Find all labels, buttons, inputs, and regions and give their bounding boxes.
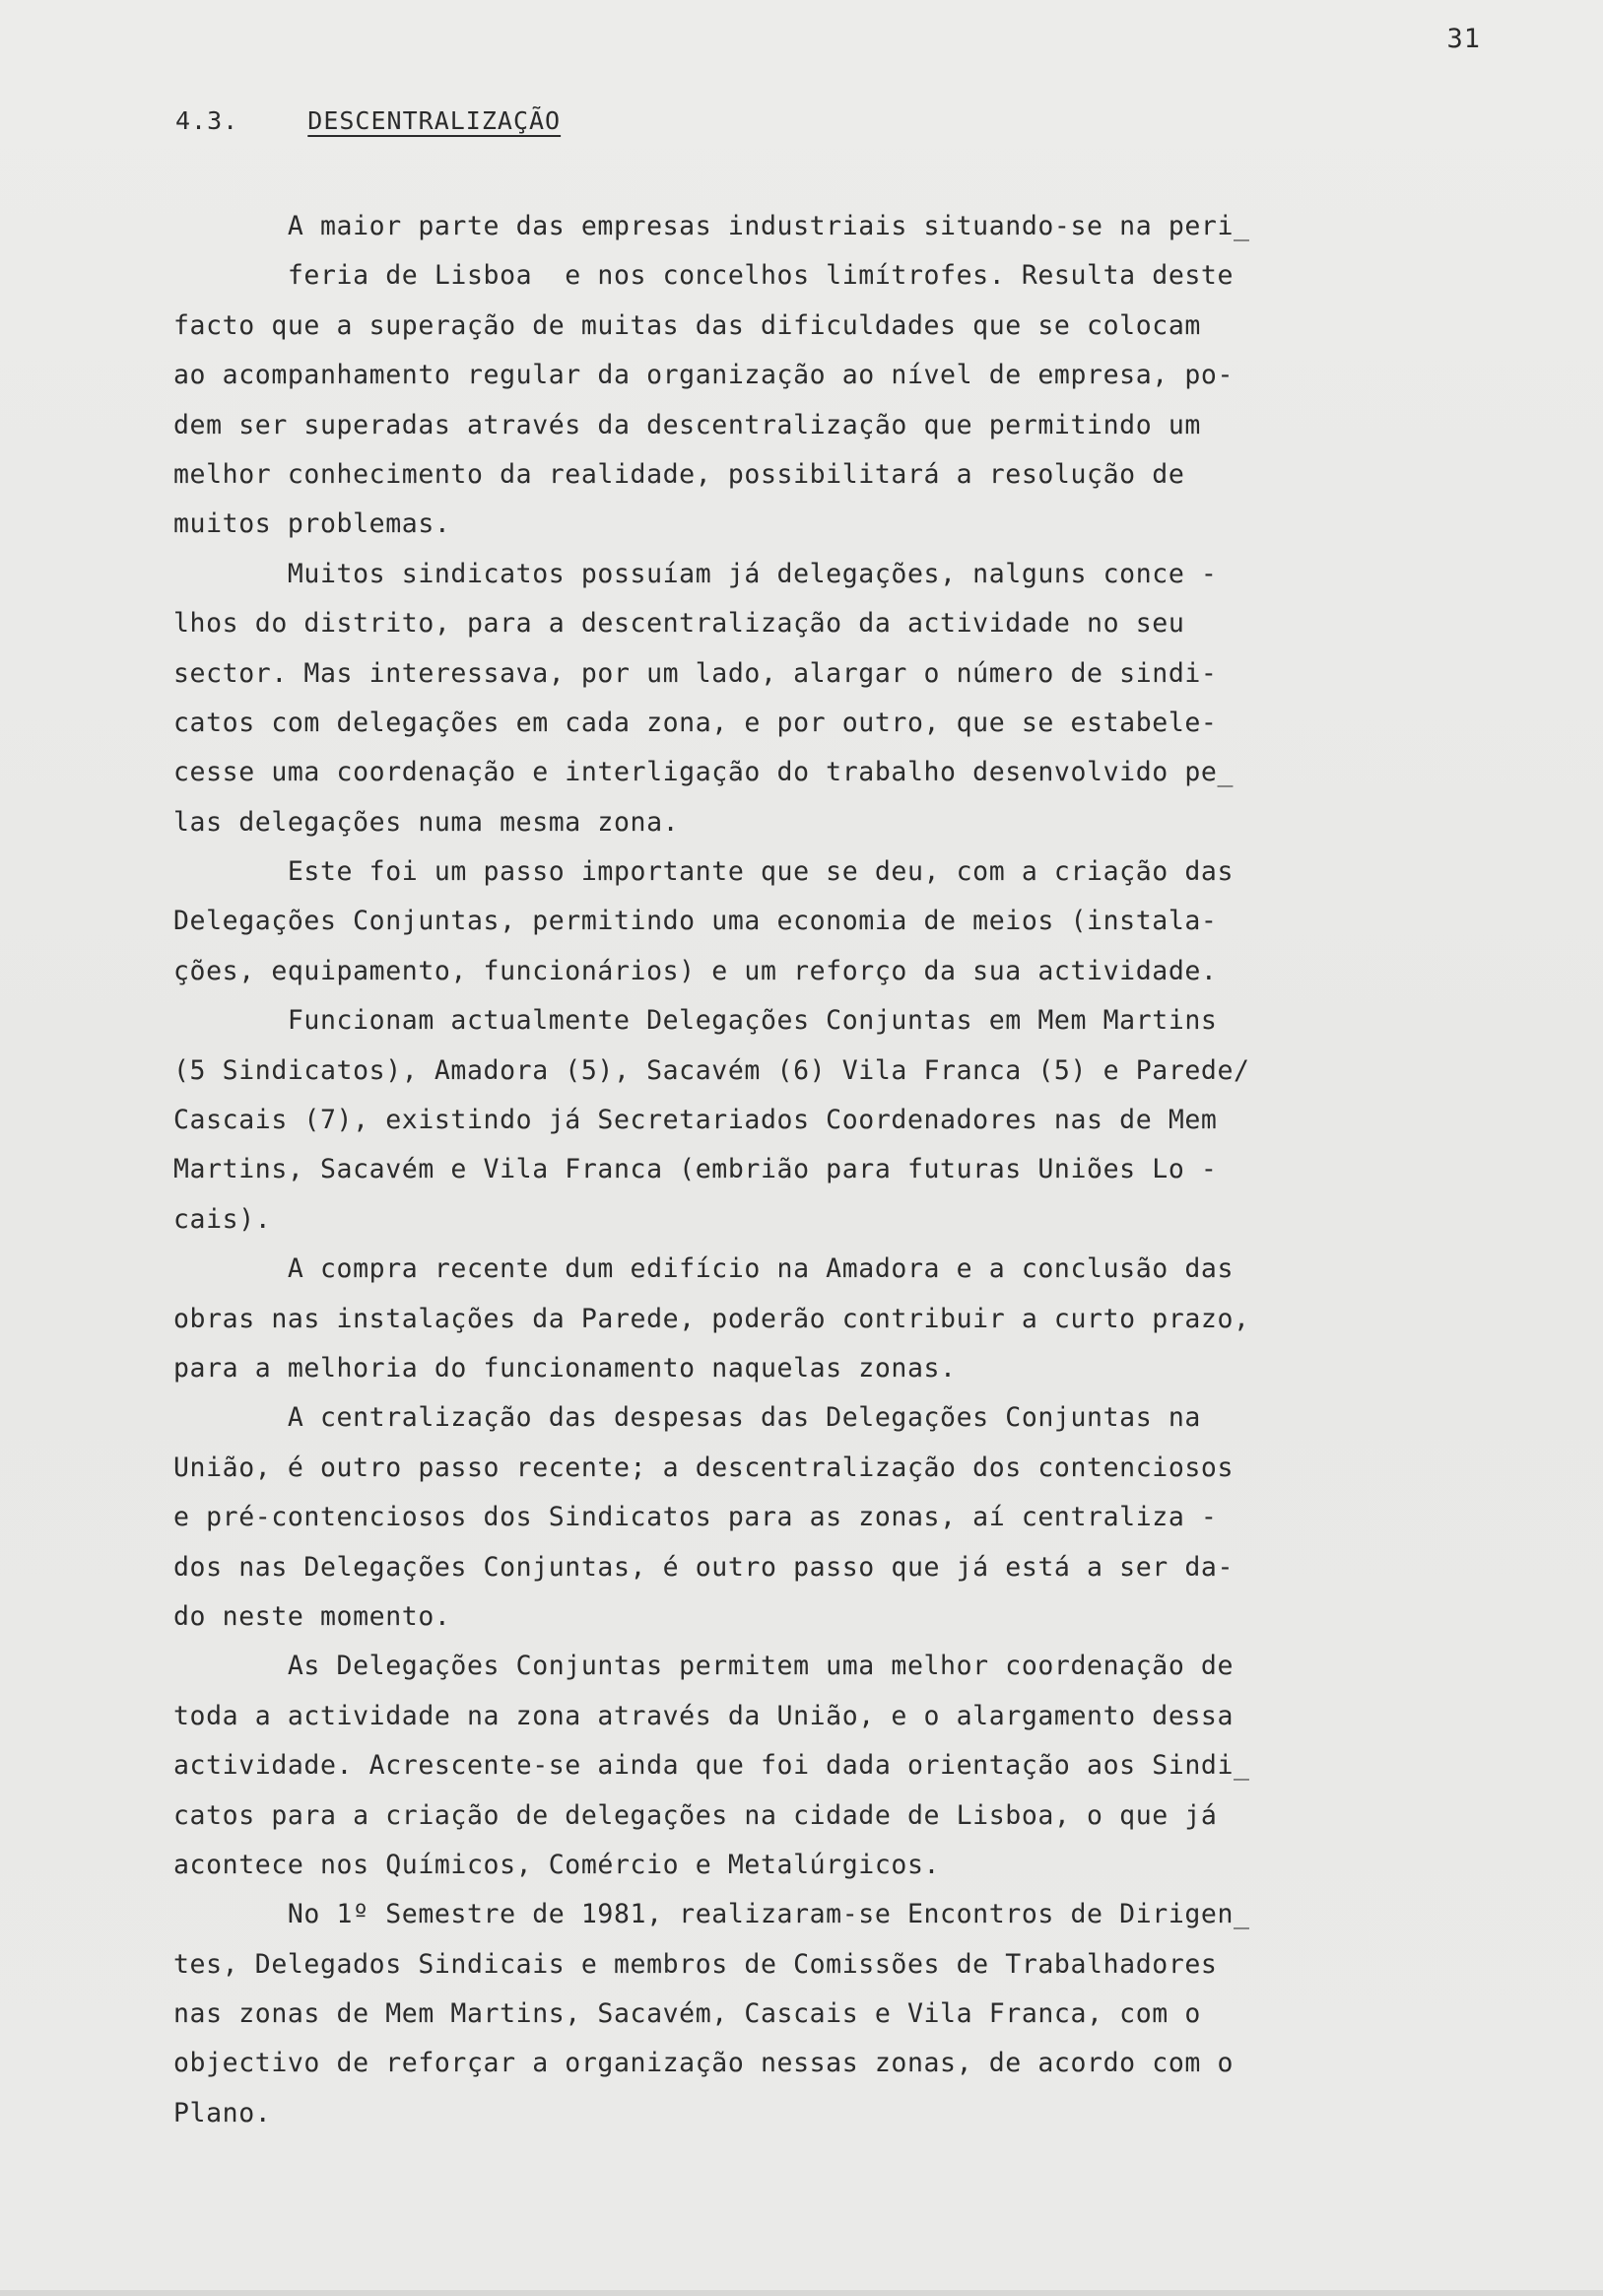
section-heading (175, 106, 561, 135)
text-line: tes, Delegados Sindicais e membros de Comissões de Trabalhadores (173, 1948, 1218, 1980)
text-line: No 1º Semestre de 1981, realizaram-se Encontros de Dirigen_ (173, 1899, 1250, 1930)
text-line: facto que a superação de muitas das dificuldades que se colocam (173, 309, 1201, 341)
text-line: nas zonas de Mem Martins, Sacavém, Cascais e Vila Franca, com o (173, 1998, 1201, 2030)
page-bottom-edge (0, 2290, 1603, 2296)
text-line: ções, equipamento, funcionários) e um reforço da sua actividade. (173, 955, 1218, 986)
section-title: DESCENTRALIZAÇÃO (307, 106, 562, 135)
text-line: acontece nos Químicos, Comércio e Metalúrgicos. (173, 1849, 941, 1880)
text-line: obras nas instalações da Parede, poderão contribuir a curto prazo, (173, 1303, 1250, 1334)
text-line: Muitos sindicatos possuíam já delegações, nalguns conce - (173, 558, 1218, 589)
text-line: muitos problemas. (173, 508, 451, 540)
text-line: actividade. Acrescente-se ainda que foi dada orientação aos Sindi_ (173, 1750, 1250, 1782)
text-line: (5 Sindicatos), Amadora (5), Sacavém (6) Vila Franca (5) e Parede/ (173, 1054, 1250, 1086)
text-line: e pré-contenciosos dos Sindicatos para as zonas, aí centraliza - (173, 1502, 1218, 1533)
text-line: A compra recente dum edifício na Amadora e a conclusão das (173, 1253, 1235, 1285)
text-line: dos nas Delegações Conjuntas, é outro passo que já está a ser da- (173, 1551, 1235, 1583)
text-line: objectivo de reforçar a organização nessas zonas, de acordo com o (173, 2048, 1235, 2079)
text-line: melhor conhecimento da realidade, possibilitará a resolução de (173, 458, 1185, 490)
text-line: cesse uma coordenação e interligação do trabalho desenvolvido pe_ (173, 757, 1235, 788)
text-line: toda a actividade na zona através da União, e o alargamento dessa (173, 1700, 1235, 1731)
text-line: ao acompanhamento regular da organização ao nível de empresa, po- (173, 360, 1235, 391)
document-body (173, 202, 1444, 2138)
text-line: A maior parte das empresas industriais situando-se na peri_ (173, 211, 1250, 241)
text-line: dem ser superadas através da descentralização que permitindo um (173, 409, 1201, 440)
text-line: catos para a criação de delegações na cidade de Lisboa, o que já (173, 1799, 1218, 1831)
text-line: As Delegações Conjuntas permitem uma melhor coordenação de (173, 1651, 1235, 1682)
page-number: 31 (1446, 24, 1481, 54)
text-line: Martins, Sacavém e Vila Franca (embrião para futuras Uniões Lo - (173, 1154, 1218, 1185)
text-line: para a melhoria do funcionamento naquelas zonas. (173, 1352, 957, 1384)
text-line: Plano. (173, 2097, 272, 2128)
text-line: Funcionam actualmente Delegações Conjuntas em Mem Martins (173, 1005, 1218, 1037)
text-line: Delegações Conjuntas, permitindo uma economia de meios (instala- (173, 906, 1218, 937)
section-number: 4.3. (175, 106, 239, 135)
text-line: A centralização das despesas das Delegações Conjuntas na (173, 1402, 1201, 1434)
text-line: do neste momento. (173, 1600, 451, 1632)
text-line: Este foi um passo importante que se deu, com a criação das (173, 856, 1235, 888)
text-line: catos com delegações em cada zona, e por outro, que se estabele- (173, 707, 1218, 738)
text-line: feria de Lisboa e nos concelhos limítrofes. Resulta deste (173, 260, 1235, 292)
text-line: União, é outro passo recente; a descentralização dos contenciosos (173, 1452, 1235, 1483)
text-line: sector. Mas interessava, por um lado, alargar o número de sindi- (173, 657, 1218, 689)
text-line: Cascais (7), existindo já Secretariados Coordenadores nas de Mem (173, 1105, 1218, 1136)
text-line: las delegações numa mesma zona. (173, 806, 680, 838)
text-line: lhos do distrito, para a descentralização da actividade no seu (173, 608, 1185, 640)
text-line: cais). (173, 1203, 272, 1235)
